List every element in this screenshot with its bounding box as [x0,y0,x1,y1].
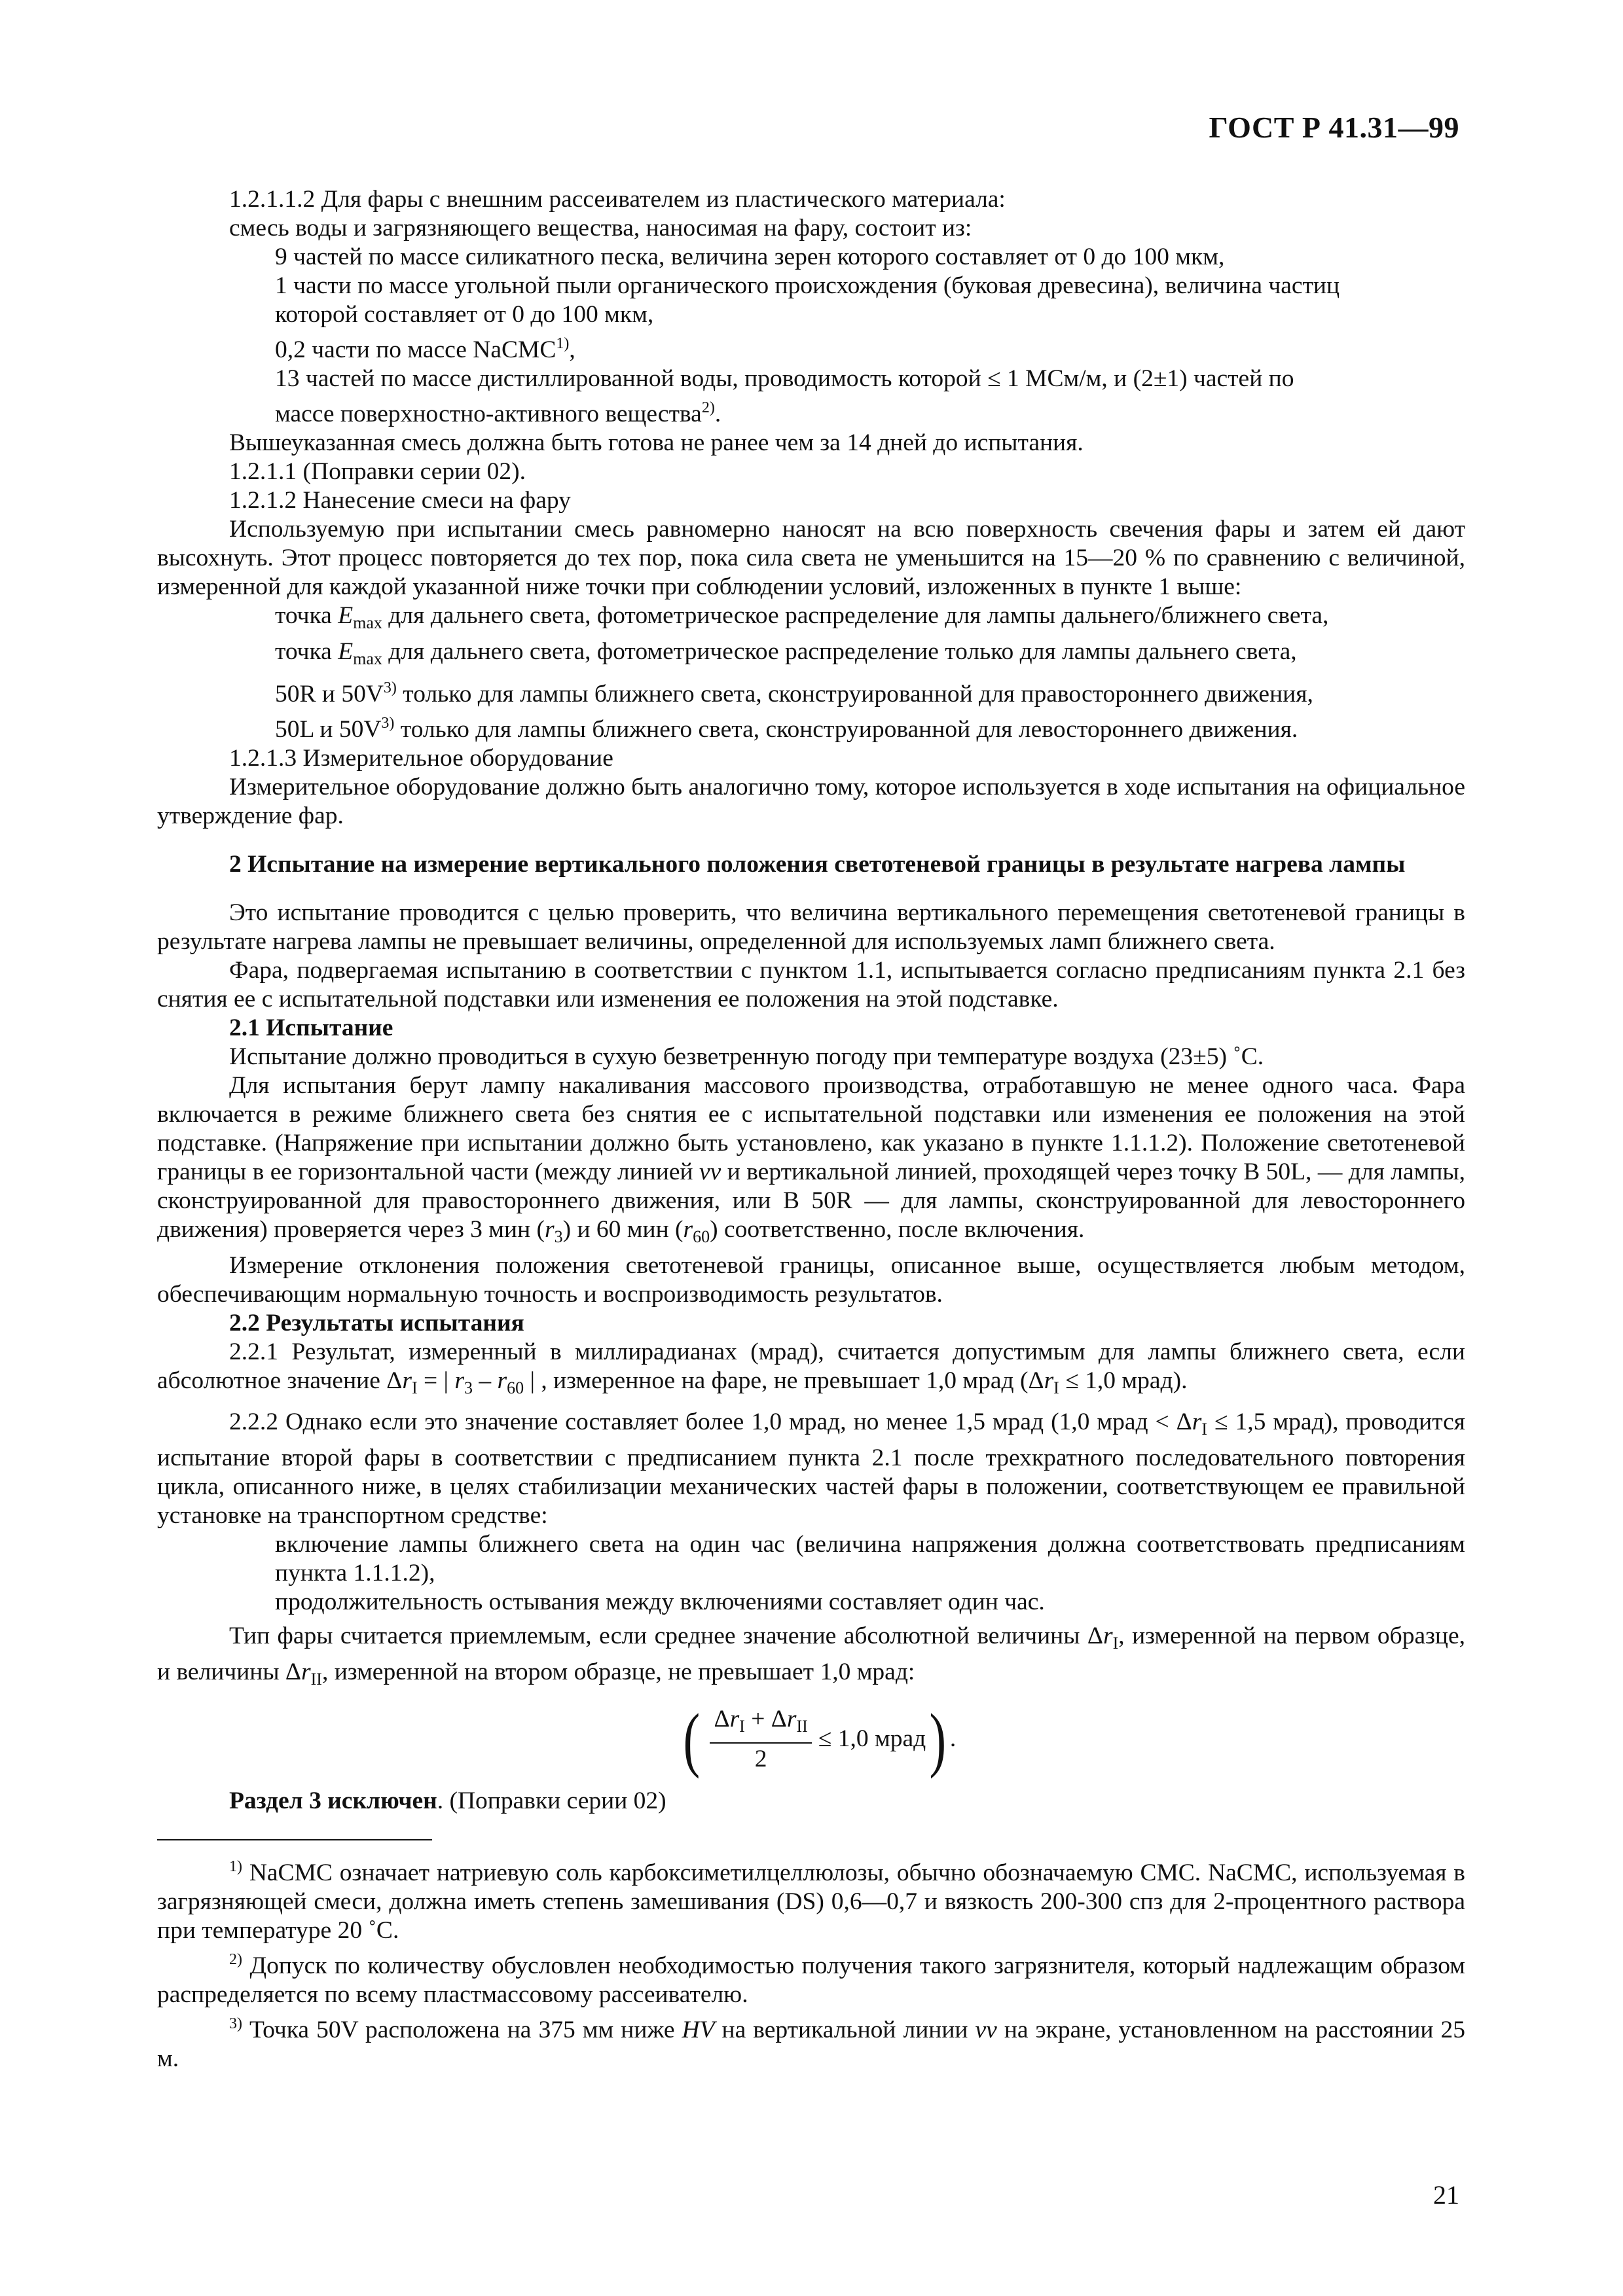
right-paren-icon: ) [929,1699,947,1779]
section-2-1-para-2 [157,1071,1465,1251]
hv-symbol: HV [682,2017,715,2043]
footnote-2 [157,1945,1465,2009]
r-symbol: r [683,1216,693,1243]
para-text: ≤ 1,5 мрад), проводится испытание второй фары в соответствии с предписанием пункта 2.1 после трехкратного последовательного повторения цикла, описанного ниже, в целях стабилизации механических частей фары в положении, соответствующем ее правильной установке на транспортном средстве: [157,1408,1465,1529]
heading-2-2: 2.2 Результаты испытания [229,1310,524,1336]
r-symbol: r [1103,1623,1113,1649]
para-text: , измеренной на первом образце, и величины Δ [157,1623,1465,1685]
r-symbol: r [402,1367,412,1394]
point-emax-1-text: для дальнего света, фотометрическое распределение для лампы дальнего/ближнего света, [382,602,1329,629]
r3-subscript: 3 [554,1227,563,1246]
page-number: 21 [1433,2180,1459,2210]
sub-ii: II [310,1670,322,1689]
mixture-item-sand: 9 частей по массе силикатного песка, величина зерен которого составляет от 0 до 100 мкм, [275,243,1225,270]
emax-symbol: E [338,638,354,665]
emax-subscript: max [353,649,382,668]
footnote-1-text: NaCMC означает натриевую соль карбоксиметилцеллюлозы, обычно обозначаемую CMC. NaCMC, используемая в загрязняющей смеси, должна иметь степень замешивания (DS) 0,6—0,7 и вязкость 200-300 спз для 2-процентного раствора при температуре 20 ˚С. [157,1859,1465,1944]
sub-i: I [1053,1378,1059,1397]
r-symbol: r [1192,1408,1202,1435]
footnote-1-number: 1) [229,1858,242,1875]
point-label: точка [275,602,338,629]
footnote-3-number: 3) [229,2015,242,2032]
r-symbol: r [454,1367,464,1394]
section-2-heading: 2 Испытание на измерение вертикального положения светотеневой границы в результате нагрева лампы [229,851,1406,878]
para-text: , измеренной на втором образце, не превышает 1,0 мрад: [321,1659,915,1685]
r-symbol: r [497,1367,507,1394]
point-50r-text: только для лампы ближнего света, сконструированной для правостороннего движения, [396,681,1313,708]
vv-symbol: vv [975,2017,997,2043]
para-text: Для испытания берут лампу накаливания массового производства, отработавшую не менее одного часа. Фара включается в режиме ближнего света без снятия ее с испытательной подставки или изменения ее положения на этой подставке. (Напряжение при испытании должно быть установлено, как указано в пункте 1.1.1.2). Положение светотеневой границы в ее горизонтальной части (между линией [157,1072,1465,1185]
delta-symbol: Δ [714,1705,730,1732]
mixture-item-water-cont [157,393,1465,429]
footnote-ref-2: 2) [701,399,715,416]
nacmc-end: , [569,336,575,363]
para-text: ≤ 1,0 мрад). [1059,1367,1188,1394]
footnote-2-text: Допуск по количеству обусловлен необходимостью получения такого загрязнителя, который надлежащим образом распределяется по всему пластмассовому рассеивателю. [157,1952,1465,2008]
sub-i: I [739,1716,745,1736]
point-50r-label: 50R и 50V [275,681,384,708]
mixture-item-coal [157,272,1465,300]
clause-2-2-2 [157,1408,1465,1530]
point-emax-2 [157,637,1465,673]
formula-rhs: ≤ 1,0 мрад [818,1725,926,1752]
sub-i: I [1112,1634,1119,1653]
footnote-2-number: 2) [229,1951,242,1968]
mixture-item-nacmc [157,329,1465,365]
left-paren-icon: ( [683,1699,700,1779]
cycle-item-1: включение лампы ближнего света на один час (величина напряжения должна соответствовать предписаниям пункта 1.1.1.2), [275,1531,1465,1587]
point-label: точка [275,638,338,665]
nacmc-text: 0,2 части по массе NaCMC [275,336,556,363]
r3-subscript: 3 [464,1378,473,1397]
footnote-ref-3: 3) [383,679,397,696]
section-3-rest: . (Поправки серии 02) [437,1787,666,1814]
r-symbol: r [301,1659,311,1685]
cycle-item-2: продолжительность остывания между включениями составляет один час. [275,1588,1045,1615]
average-formula [157,1699,1465,1779]
footnote-3-text: на вертикальной линии [714,2017,976,2043]
footnotes [157,1852,1465,2073]
mixture-item-coal-cont: которой составляет от 0 до 100 мкм, [275,301,654,328]
section-2-para-1: Это испытание проводится с целью проверить, что величина вертикального перемещения светотеневой границы в результате нагрева лампы не превышает величины, определенной для используемых ламп ближнего света. [157,899,1465,955]
document-body [157,185,1465,2073]
para-text: – [472,1367,498,1394]
standard-code: ГОСТ Р 41.31—99 [1209,111,1459,144]
section-2-1-para-3: Измерение отклонения положения светотеневой границы, описанное выше, осуществляется любым методом, обеспечивающим нормальную точность и воспроизводимость результатов. [157,1252,1465,1308]
mixture-item-coal-text: 1 части по массе угольной пыли органического происхождения (буковая древесина), величина частиц [275,272,1340,299]
r60-subscript: 60 [693,1227,710,1246]
para-text: ) и 60 мин ( [562,1216,684,1243]
sub-ii: II [796,1716,808,1736]
footnote-3-text: на экране, установленном на расстоянии 25 м. [157,2017,1465,2072]
mixture-item-water: 13 частей по массе дистиллированной воды, проводимость которой ≤ 1 МСм/м, и (2±1) частей по [275,365,1294,392]
surfactant-text: массе поверхностно-активного вещества [275,401,702,427]
point-emax-2-text: для дальнего света, фотометрическое распределение только для лампы дальнего света, [382,638,1297,665]
point-50l-label: 50L и 50V [275,716,382,743]
heading-2-1: 2.1 Испытание [229,1014,393,1041]
equipment-paragraph: Измерительное оборудование должно быть аналогично тому, которое используется в ходе испытания на официальное утверждение фар. [157,774,1465,829]
section-2-1-para-1: Испытание должно проводиться в сухую безветренную погоду при температуре воздуха (23±5) ˚С. [229,1043,1264,1070]
fraction [710,1705,811,1774]
para-text: 2.2.2 Однако если это значение составляет более 1,0 мрад, но менее 1,5 мрад (1,0 мрад < Δ [229,1408,1192,1435]
emax-symbol: E [338,602,354,629]
para-text: = | [417,1367,455,1394]
clause-2-2-1 [157,1338,1465,1403]
formula-end: . [949,1725,957,1752]
r-symbol: r [545,1216,555,1243]
footnote-3 [157,2009,1465,2073]
mixture-ready-note: Вышеуказанная смесь должна быть готова не ранее чем за 14 дней до испытания. [229,429,1084,456]
sub-i: I [1201,1420,1208,1439]
r-symbol: r [1044,1367,1054,1394]
footnote-1 [157,1852,1465,1945]
r-symbol: r [786,1705,797,1732]
para-text: 2.2.1 Результат, измеренный в миллирадианах (мрад), считается допустимым для лампы ближнего света, если абсолютное значение Δ [157,1338,1465,1394]
point-50l-text: только для лампы ближнего света, сконструированной для левостороннего движения. [394,716,1298,743]
r-symbol: r [729,1705,740,1732]
vv-symbol: vv [699,1158,721,1185]
para-text: | , измеренное на фаре, не превышает 1,0 мрад (Δ [524,1367,1044,1394]
section-3-note [157,1787,1465,1816]
para-text: ) соответственно, после включения. [710,1216,1085,1243]
acceptance-paragraph [157,1622,1465,1694]
application-paragraph: Используемую при испытании смесь равномерно наносят на всю поверхность свечения фары и затем ей дают высохнуть. Этот процесс повторяется до тех пор, пока сила света не уменьшится на 15—20 % по сравнению с величиной, измеренной для каждой указанной ниже точки при соблюдении условий, изложенных в пункте 1 выше: [157,516,1465,600]
section-3-bold: Раздел 3 исключен [229,1787,437,1814]
footnote-ref-1: 1) [556,335,570,352]
para-text: и вертикальной линией, проходящей через точку В 50L, — для лампы, сконструированной для правостороннего движения, или В 50R — для лампы, сконструированной для левостороннего движения) проверяется через 3 мин ( [157,1158,1465,1243]
clause-1-2-1-1: 1.2.1.1 (Поправки серии 02). [229,458,526,485]
fraction-denominator: 2 [754,1745,767,1772]
para-text: Тип фары считается приемлемым, если среднее значение абсолютной величины Δ [229,1623,1103,1649]
surfactant-end: . [714,401,721,427]
mixture-intro: смесь воды и загрязняющего вещества, наносимая на фару, состоит из: [229,215,972,242]
emax-subscript: max [353,613,382,632]
clause-1-2-1-2: 1.2.1.2 Нанесение смеси на фару [229,487,571,514]
clause-1-2-1-1-2: 1.2.1.1.2 Для фары с внешним рассеивателем из пластического материала: [229,186,1006,213]
point-emax-1 [157,601,1465,637]
section-2-para-2: Фара, подвергаемая испытанию в соответствии с пунктом 1.1, испытывается согласно предписаниям пункта 2.1 без снятия ее с испытательной подставки или изменения ее положения на этой подставке. [157,957,1465,1013]
sub-i: I [411,1378,418,1397]
point-50r-50v [157,673,1465,709]
plus-delta: + Δ [744,1705,787,1732]
clause-1-2-1-3: 1.2.1.3 Измерительное оборудование [229,745,613,772]
footnote-3-text: Точка 50V расположена на 375 мм ниже [242,2017,682,2043]
fraction-numerator [710,1705,811,1744]
r60-subscript: 60 [507,1378,524,1397]
footnote-divider [157,1839,432,1840]
point-50l-50v [157,709,1465,744]
footnote-ref-3: 3) [381,715,395,732]
